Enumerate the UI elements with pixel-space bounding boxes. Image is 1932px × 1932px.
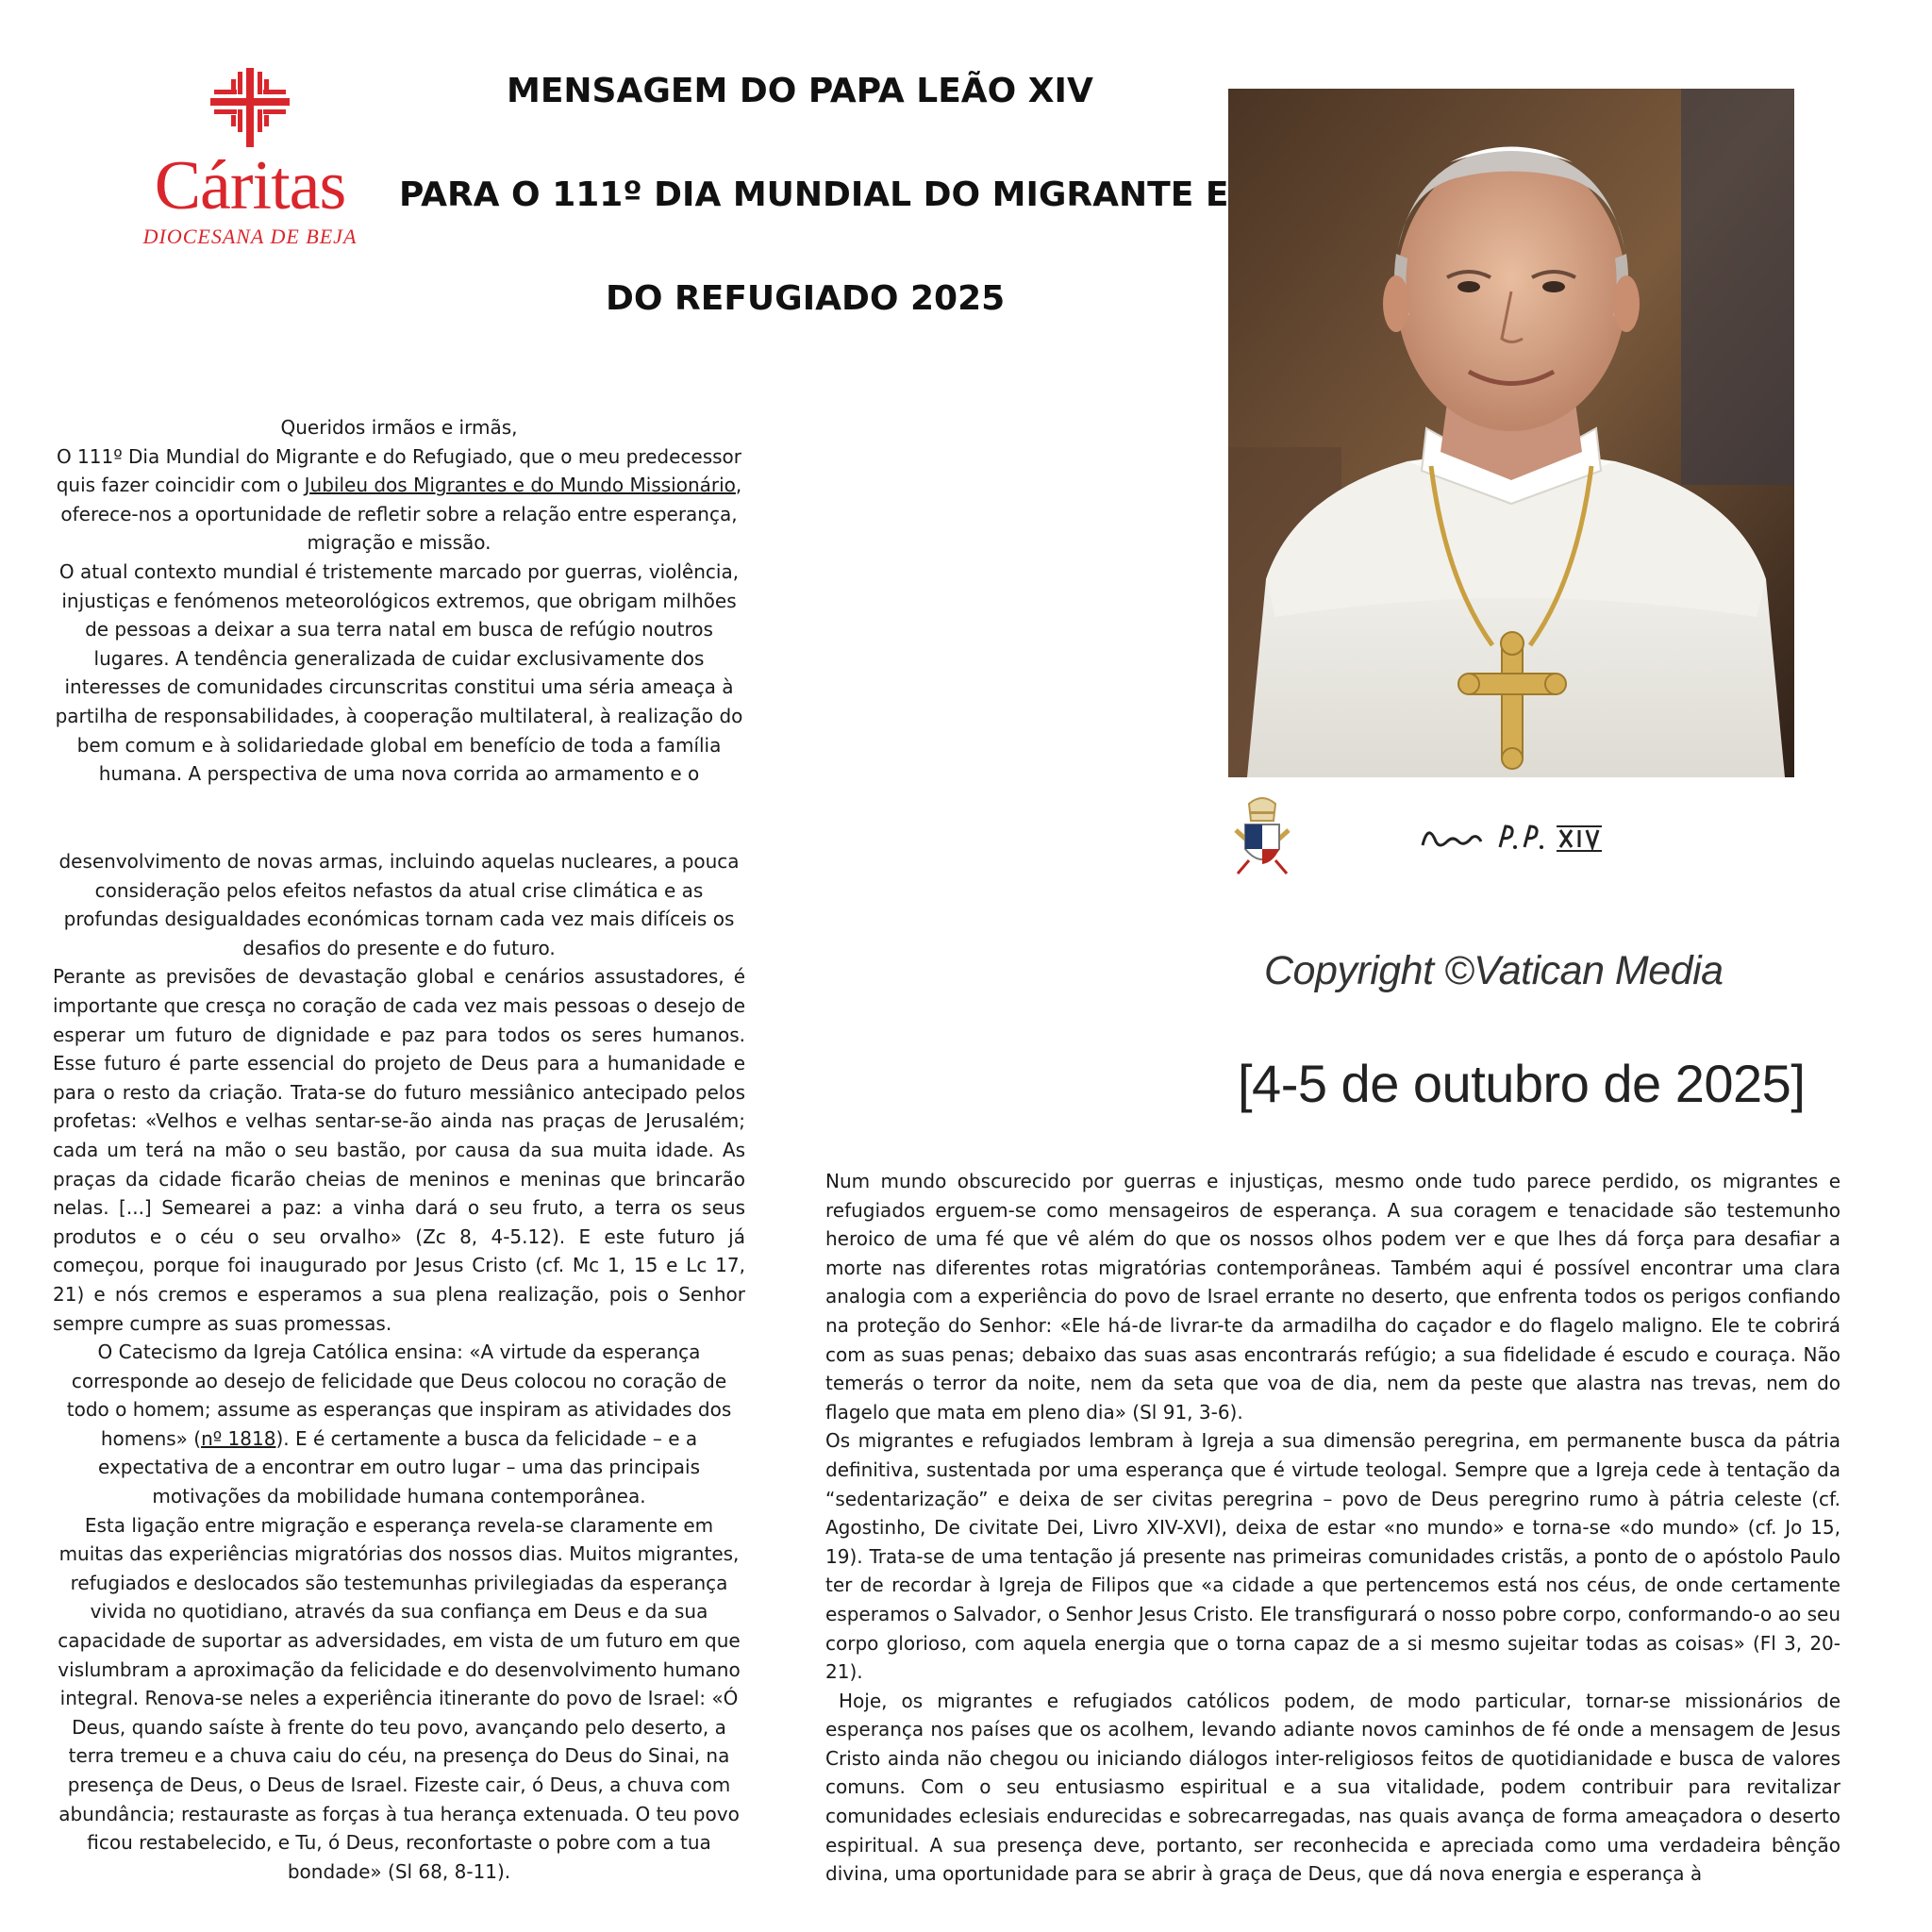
paragraph: O atual contexto mundial é tristemente marcado por guerras, violência, injustiças e fenómenos meteorológicos extremos, que obrigam milhões de pessoas a deixar a sua terra natal em busca de refúgio noutros lugares. A tendência generalizada de cuidar exclusivamente dos interesses de comunidades circunscritas constitui uma séria ameaça à partilha de responsabilidades, à cooperação multilateral, à realização do bem comum e à solidariedade global em benefício de toda a família humana. A perspectiva de uma nova corrida ao armamento e o (55, 559, 743, 786)
caritas-subtitle: DIOCESANA DE BEJA (142, 225, 358, 248)
paragraph-text: , oferece-nos a oportunidade de refletir sobre a relação entre esperança, migração e missão. (60, 474, 742, 555)
title-line-2: PARA O 111º DIA MUNDIAL DO MIGRANTE E (399, 175, 1229, 214)
paragraph: Num mundo obscurecido por guerras e injustiças, mesmo onde tudo parece perdido, os migrantes e refugiados erguem-se como mensageiros de esperança. A sua coragem e tenacidade são testemunho heroico de uma fé que vê além do que os nossos olhos podem ver e que lhes dá força para desafiar a morte nas diferentes rotas migratórias contemporâneas. Também aqui é possível encontrar uma clara analogia com a experiência do povo de Israel errante no deserto, que enfrenta todos os perigos confiando na proteção do Senhor: «Ele há-de livrar-te da armadilha do caçador e do flagelo maligno. Ele te cobrirá com as suas penas; debaixo das suas asas encontrarás refúgio; a sua fidelidade é escudo e couraça. Não temerás o terror da noite, nem da seta que voa de dia, nem da peste que alastra nas trevas, nem do flagelo que mata em pleno dia» (Sl 91, 3-6). (825, 1170, 1840, 1424)
right-column (825, 1167, 1840, 1889)
paragraph-text: ). E é certamente a busca da felicidade – e a expectativa de a encontrar em outro lugar – uma das principais motivações da mobilidade humana contemporânea. (97, 1426, 701, 1508)
paragraph: Perante as previsões de devastação global e cenários assustadores, é importante que cresça no coração de cada vez mais pessoas o desejo de esperar um futuro de dignidade e paz para todos os seres humanos. Esse futuro é parte essencial do projeto de Deus para a humanidade e para o resto da criação. Trata-se do futuro messiânico antecipado pelos profetas: «Velhos e velhas sentar-se-ão ainda nas praças de Jerusalém; cada um terá na mão o seu bastão, por causa da sua muita idade. As praças da cidade ficarão cheias de meninos e meninas que brincarão nelas. [...] Semearei a paz: a vinha dará o seu fruto, a terra os seus produtos e o céu o seu orvalho» (Zc 8, 4-5.12). E este futuro já começou, porque foi inaugurado por Jesus Cristo (cf. Mc 1, 15 e Lc 17, 21) e nós cremos e esperamos a sua plena realização, pois o Senhor sempre cumpre as suas promessas. (53, 965, 745, 1335)
event-dates: [4-5 de outubro de 2025] (1238, 1054, 1806, 1113)
title-line-3: DO REFUGIADO 2025 (606, 279, 1006, 318)
greeting: Queridos irmãos e irmãs, (280, 416, 518, 439)
caritas-logo (127, 66, 373, 255)
title-line-1: MENSAGEM DO PAPA LEÃO XIV (507, 72, 1093, 110)
caritas-brand: Cáritas (154, 147, 346, 225)
pope-portrait (1228, 89, 1794, 777)
copyright-notice: Copyright ©Vatican Media (1264, 948, 1724, 993)
paragraph-text: O Catecismo da Igreja Católica ensina: «A virtude da esperança corresponde ao desejo de felicidade que Deus colocou no coração de todo o homem; assume as esperanças que inspiram as atividades dos homens» ( (66, 1341, 732, 1450)
pope-signature (1415, 813, 1613, 860)
papal-coat-of-arms-icon (1228, 794, 1296, 879)
jubilee-link[interactable]: Jubileu dos Migrantes e do Mundo Missionário (304, 474, 736, 497)
paragraph (53, 1338, 745, 1511)
paragraph: desenvolvimento de novas armas, incluindo aquelas nucleares, a pouca consideração pelos efeitos nefastos da atual crise climática e as profundas desigualdades económicas tornam cada vez mais difíceis os desafios do presente e do futuro. (58, 850, 740, 959)
caritas-cross-icon (208, 66, 291, 149)
paragraph: Hoje, os migrantes e refugiados católicos podem, de modo particular, tornar-se missionários de esperança nos países que os acolhem, levando adiante novos caminhos de fé onde a mensagem de Jesus Cristo ainda não chegou ou iniciando diálogos inter-religiosos feitos de quotidianidade e busca de valores comuns. Com o seu entusiasmo espiritual e a sua vitalidade, podem contribuir para revitalizar comunidades eclesiais endurecidas e sobrecarregadas, nas quais avança de forma ameaçadora o deserto espiritual. A sua presença deve, portanto, ser reconhecida e apreciada como uma verdadeira bênção divina, uma oportunidade para se abrir à graça de Deus, que dá nova energia e esperança à (825, 1689, 1840, 1886)
paragraph-text: O 111º Dia Mundial do Migrante e do Refugiado, que o meu predecessor quis fazer coincidir com o (56, 444, 742, 497)
left-column-top (53, 413, 745, 789)
catechism-link[interactable]: nº 1818 (201, 1426, 276, 1450)
left-column-bottom (53, 847, 745, 1886)
paragraph: Os migrantes e refugiados lembram à Igreja a sua dimensão peregrina, em permanente busca da pátria definitiva, sustentada por uma esperança que é virtude teologal. Sempre que a Igreja cede à tentação da “sedentarização” e deixa de ser civitas peregrina – povo de Deus peregrino rumo à pátria celeste (cf. Agostinho, De civitate Dei, Livro XIV-XVI), deixa de estar «no mundo» e torna-se «do mundo» (cf. Jo 15, 19). Trata-se de uma tentação já presente nas primeiras comunidades cristãs, a ponto de o apóstolo Paulo ter de recordar à Igreja de Filipos que «a cidade a que pertencemos está nos céus, de onde certamente esperamos o Salvador, o Senhor Jesus Cristo. Ele transfigurará o nosso pobre corpo, conformando-o ao seu corpo glorioso, com aquela energia que o torna capaz de a si mesmo sujeitar todas as coisas» (Fl 3, 20-21). (825, 1429, 1840, 1684)
paragraph: Esta ligação entre migração e esperança revela-se claramente em muitas das experiências migratórias dos nossos dias. Muitos migrantes, refugiados e deslocados são testemunhas privilegiadas da esperança vivida no quotidiano, através da sua confiança em Deus e da sua capacidade de suportar as adversidades, em vista de um futuro em que vislumbram a aproximação da felicidade e do desenvolvimento humano integral. Renova-se neles a experiência itinerante do povo de Israel: «Ó Deus, quando saíste à frente do teu povo, avançando pelo deserto, a terra tremeu e a chuva caiu do céu, na presença do Deus do Sinai, na presença de Deus, o Deus de Israel. Fizeste cair, ó Deus, a chuva com abundância; restauraste as forças à tua herança extenuada. O teu povo ficou restabelecido, e Tu, ó Deus, reconfortaste o pobre com a tua bondade» (Sl 68, 8-11). (58, 1513, 741, 1883)
paragraph (53, 442, 745, 558)
